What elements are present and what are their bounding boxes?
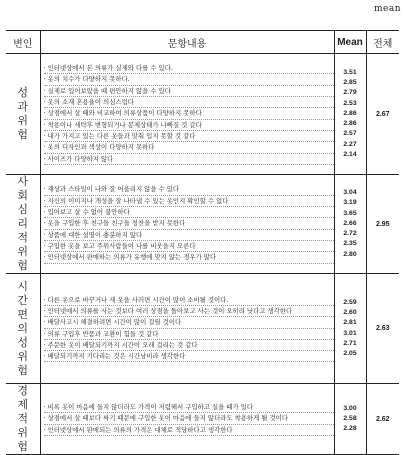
mean-value: 2.72 (343, 230, 357, 238)
mean-value: 2.14 (343, 151, 357, 159)
item-text: · 실제로 입어보았을 때 편안하지 않을 수 있다 (44, 86, 334, 97)
mean-value: 2.79 (343, 89, 357, 97)
mean-value: 2.60 (343, 308, 357, 316)
item-text: · 인터넷에서 의류를 사는 것보다 여러 상점을 돌아보고 사는 것이 오히려 낫다고 생각한다 (44, 306, 334, 317)
item-text: · 입어보고 살 수 없어 불안하다 (44, 207, 334, 218)
item-text: · 다른 옷으로 바꾸거나 새 옷을 사러면 시간이 많이 소비될 것이다. (44, 295, 334, 306)
item-list (40, 54, 334, 175)
item-text: · 주문한 옷이 배달되기까지 시간이 오래 걸리는 것 같다 (44, 340, 334, 351)
item-text: · 인터넷상에서 판매되는 의류의 가격은 대체로 적당하다고 생각한다 (44, 425, 334, 436)
mean-value: 2.35 (343, 240, 357, 248)
group-total: 2.63 (366, 274, 399, 384)
variable-label-char: 경 (17, 384, 29, 397)
item-text: · 착용이나 세탁후 변형되거나 봉제상태가 나빠질 것 같다 (44, 120, 334, 131)
variable-label-char: 시 (17, 279, 29, 293)
mean-value: 2.85 (343, 78, 357, 86)
item-list (40, 384, 334, 455)
variable-label (6, 274, 40, 384)
item-text: · 구입한 옷을 보고 주위사람들이 나를 비웃을지 모른다 (44, 241, 334, 252)
variable-label-char: 험 (17, 259, 29, 272)
item-text: · 상점에서 살 때와 비교하여 의류상품이 다양하지 못하다 (44, 108, 334, 119)
variable-label (6, 384, 40, 455)
header-items: 문항내용 (40, 31, 334, 54)
mean-list (334, 175, 366, 274)
mean-value: 2.66 (343, 219, 357, 227)
mean-value: 2.80 (343, 250, 357, 258)
item-text: · 옷의 치수가 다양하지 못하다. (44, 74, 334, 85)
mean-value: 3.04 (343, 188, 357, 196)
item-list (40, 175, 334, 274)
variable-label (6, 54, 40, 175)
mean-value: 3.51 (343, 68, 357, 76)
item-text: · 배달사고시 해결하려면 시간이 많이 걸릴 것이다 (44, 317, 334, 328)
mean-value: 3.00 (343, 404, 357, 412)
header-mean: Mean (334, 31, 366, 54)
item-text: · 인터넷상에서 판매하는 의류가 유행에 맞지 않는 경우가 많다 (44, 252, 334, 263)
header-total: 전체 (366, 31, 399, 54)
variable-label-char: 리 (17, 217, 29, 230)
variable-label-char: 위 (17, 114, 29, 127)
variable-label-char: 적 (17, 231, 29, 244)
group-row (6, 384, 399, 455)
unit-label: mean (373, 4, 401, 14)
mean-value: 2.53 (343, 99, 357, 107)
mean-value: 2.58 (343, 414, 357, 422)
mean-value: 2.57 (343, 130, 357, 138)
header-variable: 변인 (6, 31, 40, 54)
mean-value: 2.27 (343, 140, 357, 148)
mean-list (334, 54, 366, 175)
variable-label-char: 의 (17, 321, 29, 335)
group-row (6, 54, 399, 175)
item-text: · 재상과 스타일이 나와 잘 어울리지 않을 수 있다 (44, 184, 334, 195)
variable-label-char: 위 (17, 245, 29, 258)
variable-label-char: 위 (17, 349, 29, 363)
mean-value: 2.28 (343, 425, 357, 433)
item-text: · 옷의 소재 혼용율이 의심스럽다 (44, 97, 334, 108)
item-text: · 의류 구입후 반품과 교환이 힘들 것 같다 (44, 329, 334, 340)
variable-label-char: 험 (17, 128, 29, 141)
item-text: · 상품에 대한 설명이 충분하지 않다 (44, 230, 334, 241)
variable-label-char: 과 (17, 100, 29, 113)
variable-label-char: 위 (17, 426, 29, 439)
mean-list (334, 384, 366, 455)
mean-value: 3.01 (343, 329, 357, 337)
variable-label-char: 편 (17, 307, 29, 321)
variable-label (6, 175, 40, 274)
variable-label-char: 심 (17, 203, 29, 216)
item-text: · 자신의 이미지나 개성을 잘 나타낼 수 있는 옷인지 확인할 수 없다 (44, 196, 334, 207)
variable-label-char: 험 (17, 363, 29, 377)
item-text: · 비록 옷이 마음에 들지 않더라도 가격이 저렴해서 구입하고 실을 때가 있다 (44, 402, 334, 413)
variable-label-char: 적 (17, 412, 29, 425)
mean-value: 2.05 (343, 350, 357, 358)
mean-value: 2.81 (343, 319, 357, 327)
survey-table (6, 30, 399, 455)
mean-value: 2.71 (343, 339, 357, 347)
variable-label-char: 간 (17, 293, 29, 307)
variable-label-char: 험 (17, 440, 29, 453)
group-total: 2.62 (366, 384, 399, 455)
variable-label-char: 성 (17, 335, 29, 349)
item-text: · 상점에서 살 때보다 싸기 때문에 구입한 옷이 마음에 들지 않더라도 착용하게 될 것이다 (44, 413, 334, 424)
group-total: 2.67 (366, 54, 399, 175)
item-text: · 내가 가지고 있는 다른 옷들과 맞춰 입지 못할 것 같다 (44, 131, 334, 142)
header-row (6, 31, 399, 54)
group-row (6, 274, 399, 384)
mean-value: 2.59 (343, 298, 357, 306)
group-total: 2.95 (366, 175, 399, 274)
item-text: · 사이즈가 다양하지 않다 (44, 154, 334, 165)
mean-value: 3.19 (343, 199, 357, 207)
variable-label-char: 사 (17, 175, 29, 188)
group-row (6, 175, 399, 274)
item-text: · 옷을 구입한 후 친구들 친구들 칭찬을 받지 못한다 (44, 218, 334, 229)
variable-label-char: 성 (17, 86, 29, 99)
mean-value: 2.86 (343, 120, 357, 128)
item-text: · 인터넷상에서 본 의류가 실제와 다를 수 있다. (44, 63, 334, 74)
variable-label-char: 제 (17, 398, 29, 411)
item-text: · 배달되기까지 기다리는 것은 시간낭비라 생각한다 (44, 351, 334, 362)
mean-value: 3.65 (343, 209, 357, 217)
item-list (40, 274, 334, 384)
mean-value: 2.86 (343, 109, 357, 117)
mean-list (334, 274, 366, 384)
variable-label-char: 회 (17, 189, 29, 202)
item-text: · 옷의 디자인과 색상이 다양하지 못하다 (44, 142, 334, 153)
